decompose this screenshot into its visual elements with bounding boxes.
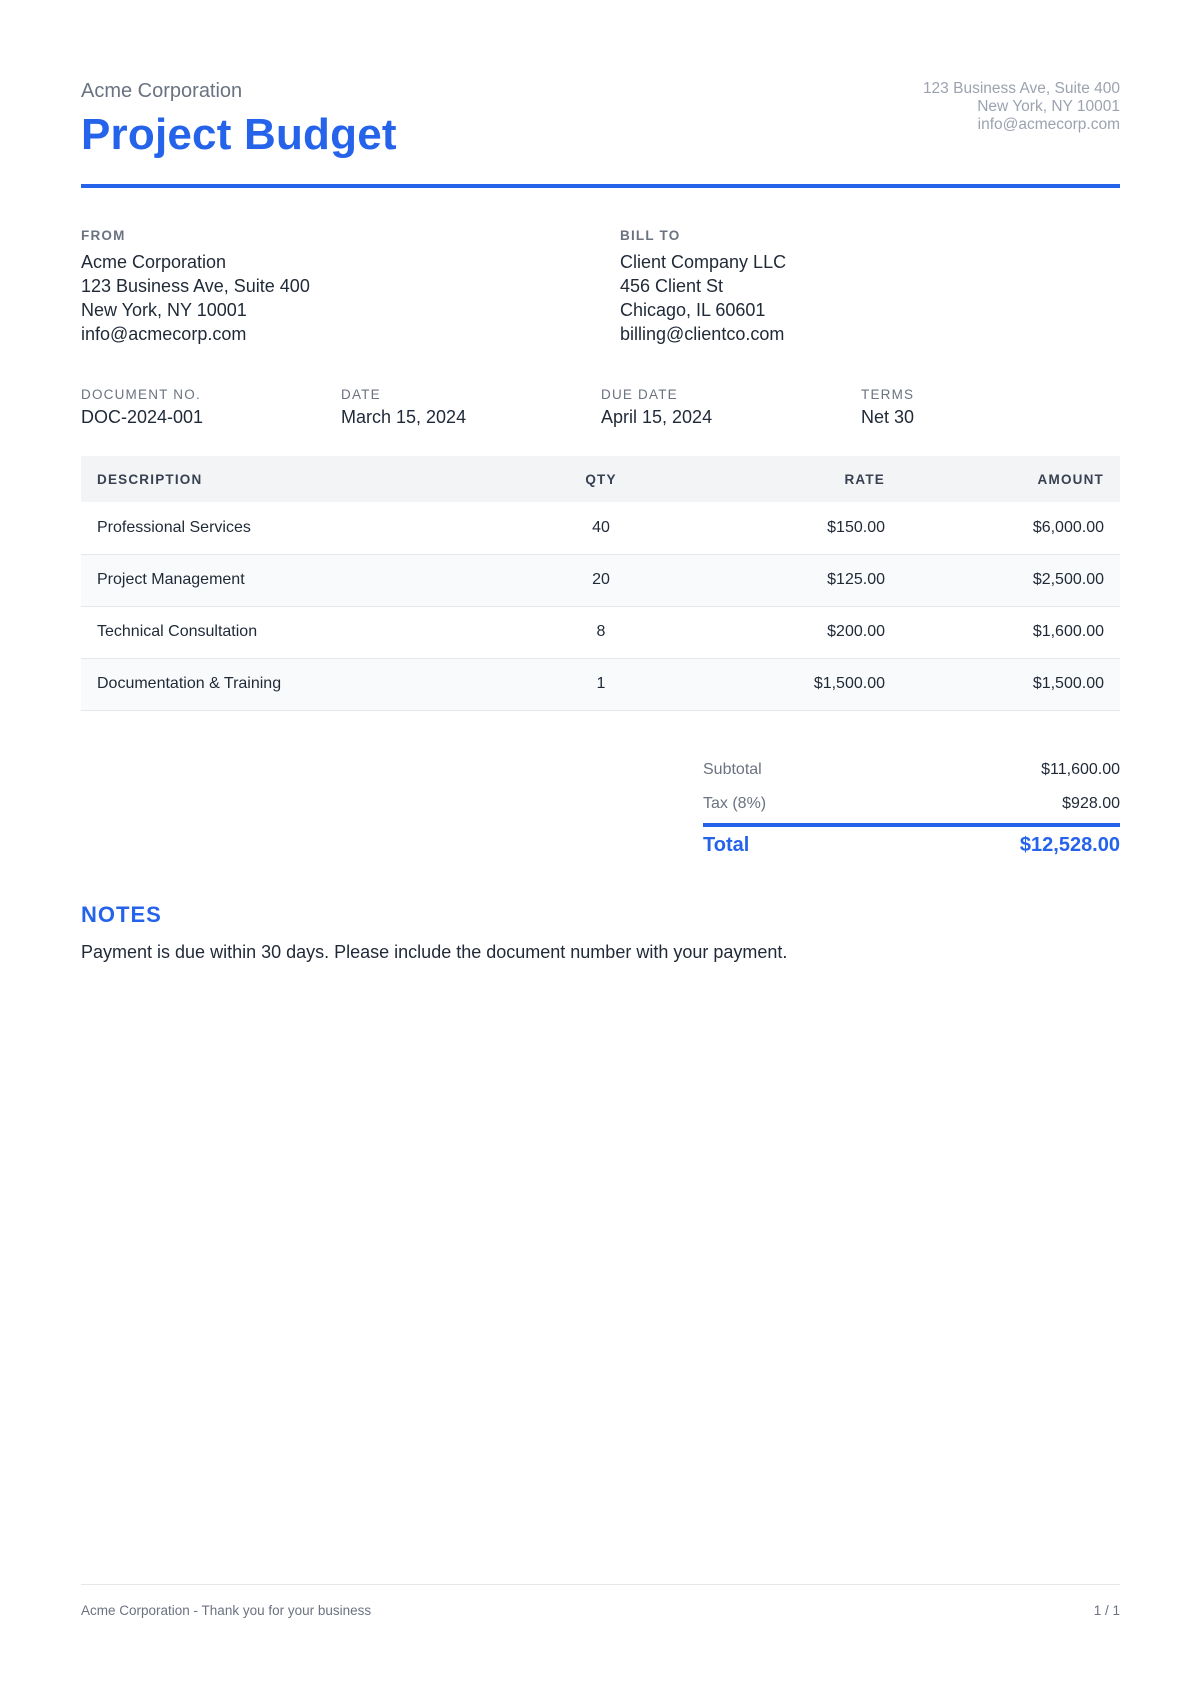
from-label: FROM xyxy=(81,228,126,243)
page-number: 1 / 1 xyxy=(1093,1603,1120,1618)
tax-row xyxy=(703,789,1120,823)
header-address-line: New York, NY 10001 xyxy=(977,98,1120,115)
cell-qty: 40 xyxy=(501,502,701,554)
meta-label: TERMS xyxy=(861,387,915,402)
total-label: Total xyxy=(703,834,750,856)
page-footer xyxy=(81,1584,1120,1624)
company-name: Acme Corporation xyxy=(81,80,243,102)
meta-value: DOC-2024-001 xyxy=(81,407,204,427)
cell-description: Technical Consultation xyxy=(81,606,501,658)
from-line: Acme Corporation xyxy=(81,252,227,272)
meta-date xyxy=(341,387,591,428)
tax-value: $928.00 xyxy=(1062,795,1120,812)
notes-text: Payment is due within 30 days. Please include the document number with your payment. xyxy=(81,942,788,962)
table-row xyxy=(81,502,1120,554)
cell-description: Documentation & Training xyxy=(81,658,501,710)
meta-label: DATE xyxy=(341,387,381,402)
column-header-rate: RATE xyxy=(844,471,885,487)
from-address xyxy=(81,250,581,346)
bill-to-line: Chicago, IL 60601 xyxy=(620,300,766,320)
cell-rate: $1,500.00 xyxy=(701,658,901,710)
parties-section xyxy=(81,228,1120,348)
total-row xyxy=(703,823,1120,861)
header-email: info@acmecorp.com xyxy=(977,116,1120,133)
cell-rate: $200.00 xyxy=(701,606,901,658)
totals-block xyxy=(703,755,1120,861)
meta-terms xyxy=(861,387,1111,428)
table-row xyxy=(81,554,1120,606)
cell-qty: 8 xyxy=(501,606,701,658)
from-block xyxy=(81,228,581,346)
subtotal-row xyxy=(703,755,1120,789)
meta-value: March 15, 2024 xyxy=(341,407,467,427)
document-title: Project Budget xyxy=(81,110,397,159)
from-line: New York, NY 10001 xyxy=(81,300,247,320)
meta-label: DOCUMENT NO. xyxy=(81,387,201,402)
table-row xyxy=(81,658,1120,710)
bill-to-line: billing@clientco.com xyxy=(620,324,785,344)
header-address xyxy=(923,80,1120,134)
cell-qty: 1 xyxy=(501,658,701,710)
bill-to-label: BILL TO xyxy=(620,228,681,243)
meta-label: DUE DATE xyxy=(601,387,678,402)
bill-to-line: 456 Client St xyxy=(620,276,724,296)
meta-value: April 15, 2024 xyxy=(601,407,713,427)
notes-section xyxy=(81,902,1120,963)
bill-to-address xyxy=(620,250,1120,346)
cell-rate: $150.00 xyxy=(701,502,901,554)
bill-to-line: Client Company LLC xyxy=(620,252,787,272)
document-page xyxy=(81,0,1120,1683)
meta-value: Net 30 xyxy=(861,407,915,427)
cell-amount: $2,500.00 xyxy=(901,554,1120,606)
column-header-qty: QTY xyxy=(585,471,617,487)
table-header-row xyxy=(81,456,1120,502)
tax-label: Tax (8%) xyxy=(703,795,767,812)
subtotal-label: Subtotal xyxy=(703,761,762,778)
meta-due-date xyxy=(601,387,851,428)
header-address-line: 123 Business Ave, Suite 400 xyxy=(922,80,1120,97)
table-row xyxy=(81,606,1120,658)
cell-amount: $6,000.00 xyxy=(901,502,1120,554)
cell-description: Project Management xyxy=(81,554,501,606)
column-header-amount: AMOUNT xyxy=(1037,471,1104,487)
line-items-table xyxy=(81,456,1120,711)
cell-rate: $125.00 xyxy=(701,554,901,606)
notes-title: NOTES xyxy=(81,902,162,927)
document-header xyxy=(81,76,1120,188)
bill-to-block xyxy=(620,228,1120,346)
from-line: 123 Business Ave, Suite 400 xyxy=(81,276,310,296)
document-meta xyxy=(81,387,1120,437)
column-header-description: DESCRIPTION xyxy=(97,471,203,487)
meta-document-no xyxy=(81,387,331,428)
subtotal-value: $11,600.00 xyxy=(1041,761,1120,778)
total-value: $12,528.00 xyxy=(1019,834,1120,856)
footer-text: Acme Corporation - Thank you for your business xyxy=(81,1603,372,1618)
cell-qty: 20 xyxy=(501,554,701,606)
cell-amount: $1,500.00 xyxy=(901,658,1120,710)
cell-description: Professional Services xyxy=(81,502,501,554)
cell-amount: $1,600.00 xyxy=(901,606,1120,658)
from-line: info@acmecorp.com xyxy=(81,324,247,344)
